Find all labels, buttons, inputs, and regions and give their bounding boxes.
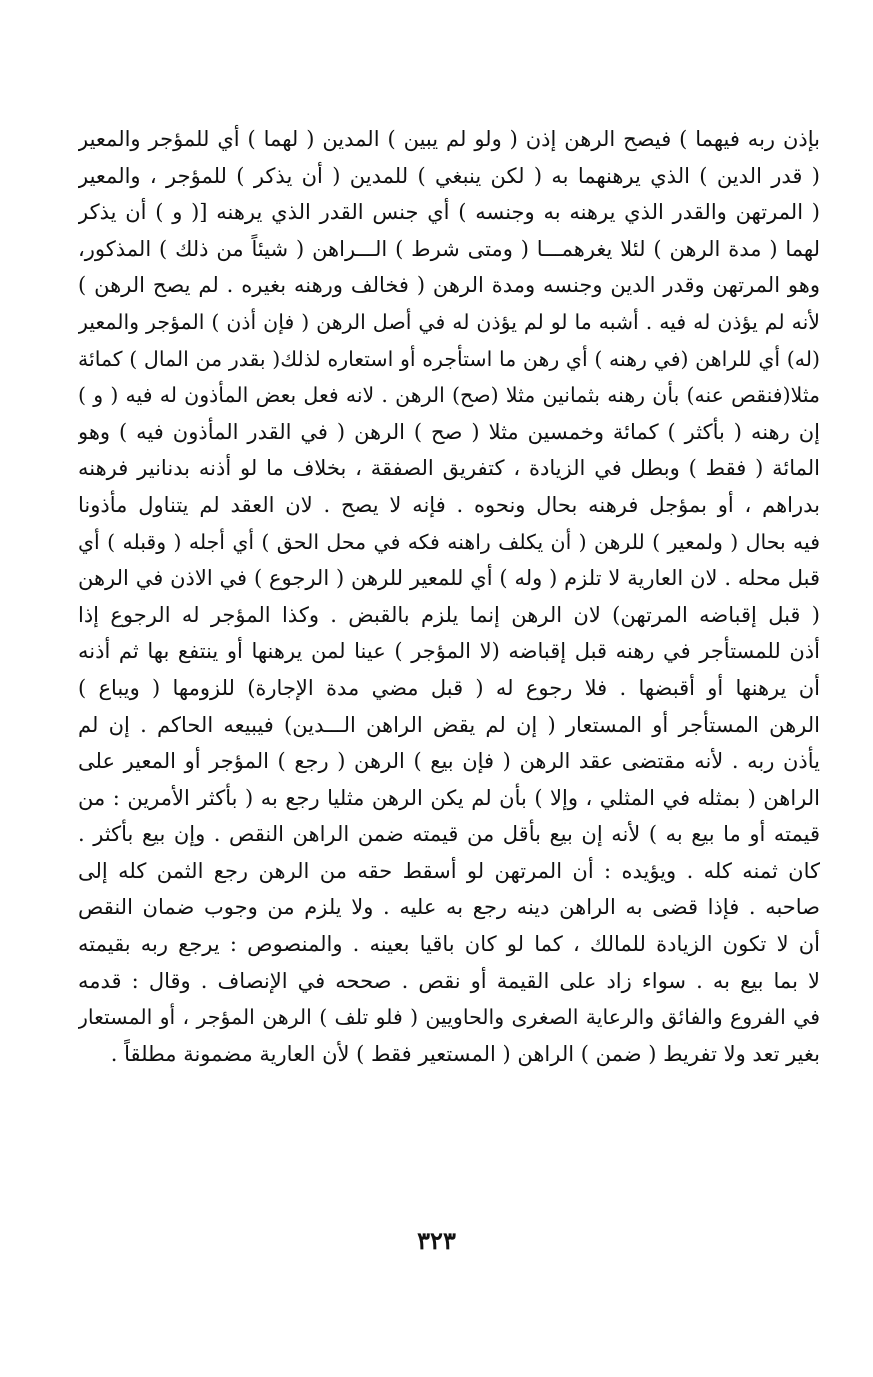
text-line: قبل محله . لان العارية لا تلزم ( وله ) أي للمعير للرهن ( الرجوع ) في الاذن في الرهن — [78, 566, 820, 591]
text-line: كان ثمنه كله . ويؤيده : أن المرتهن لو أسقط حقه من الرهن رجع الثمن كله إلى — [78, 858, 820, 883]
body-text — [78, 121, 820, 1072]
text-line: إن رهنه ( بأكثر ) كمائة وخمسين مثلا ( صح ) الرهن ( في القدر المأذون فيه ) وهو — [78, 419, 820, 444]
text-line: صاحبه . فإذا قضى به الراهن دينه رجع به عليه . ولا يلزم من وجوب ضمان النقص — [78, 895, 820, 920]
text-line: (له) أي للراهن (في رهنه ) أي رهن ما استأجره أو استعاره لذلك( بقدر من المال ) كمائة — [78, 346, 820, 371]
text-line: الراهن ( بمثله في المثلي ، وإلا ) بأن لم يكن الرهن مثليا رجع به ( بأكثر الأمرين : من — [78, 785, 820, 810]
text-line: أن يرهنها أو أقبضها . فلا رجوع له ( قبل مضي مدة الإجارة) للزومها ( ويباع ) — [78, 675, 820, 700]
text-line: فيه بحال ( ولمعير ) للرهن ( أن يكلف راهنه فكه في محل الحق ) أي أجله ( وقبله ) أي — [78, 529, 820, 554]
text-line: لأنه لم يؤذن له فيه . أشبه ما لو لم يؤذن له في أصل الرهن ( فإن أذن ) المؤجر والمعير — [78, 309, 820, 334]
text-line: ( قدر الدين ) الذي يرهنهما به ( لكن ينبغي ) للمدين ( أن يذكر ) للمؤجر ، والمعير — [78, 163, 820, 188]
text-line: بغير تعد ولا تفريط ( ضمن ) الراهن ( المستعير فقط ) لأن العارية مضمونة مطلقاً . — [110, 1041, 820, 1066]
text-line: أذن للمستأجر في رهنه قبل إقباضه (لا المؤجر ) عينا لمن يرهنها أو ينتفع بها ثم أذنه — [78, 639, 820, 664]
text-line: لا بما بيع به . سواء زاد على القيمة أو نقص . صححه في الإنصاف . وقال : قدمه — [78, 968, 820, 993]
text-line: لهما ( مدة الرهن ) لئلا يغرهمـــا ( ومتى شرط ) الـــراهن ( شيئاً من ذلك ) المذكور، — [78, 236, 820, 261]
text-line: يأذن ربه . لأنه مقتضى عقد الرهن ( فإن بيع ) الرهن ( رجع ) المؤجر أو المعير على — [78, 749, 820, 774]
text-line: ( قبل إقباضه المرتهن) لان الرهن إنما يلزم بالقبض . وكذا المؤجر له الرجوع إذا — [78, 602, 820, 627]
text-line: المائة ( فقط ) وبطل في الزيادة ، كتفريق الصفقة ، بخلاف ما لو أذنه بدنانير فرهنه — [78, 456, 820, 481]
text-line: في الفروع والفائق والرعاية الصغرى والحاويين ( فلو تلف ) الرهن المؤجر ، أو المستعار — [78, 1005, 820, 1030]
text-line: أن لا تكون الزيادة للمالك ، كما لو كان باقيا بعينه . والمنصوص : يرجع ربه بقيمته — [78, 932, 820, 957]
text-line: ( المرتهن والقدر الذي يرهنه به وجنسه ) أي جنس القدر الذي يرهنه [( و ) أن يذكر — [78, 200, 820, 225]
text-line: وهو المرتهن وقدر الدين وجنسه ومدة الرهن ( فخالف ورهنه بغيره . لم يصح الرهن ) — [78, 273, 820, 298]
text-line: قيمته أو ما بيع به ) لأنه إن بيع بأقل من قيمته ضمن الراهن النقص . وإن بيع بأكثر . — [78, 822, 820, 847]
page-number: ٣٢٣ — [417, 1226, 456, 1255]
text-line: بدراهم ، أو بمؤجل فرهنه بحال ونحوه . فإنه لا يصح . لان العقد لم يتناول مأذونا — [78, 492, 820, 517]
text-line: بإذن ربه فيهما ) فيصح الرهن إذن ( ولو لم يبين ) المدين ( لهما ) أي للمؤجر والمعير — [78, 127, 820, 151]
text-line: الرهن المستأجر أو المستعار ( إن لم يقض الراهن الـــدين) فيبيعه الحاكم . إن لم — [78, 712, 820, 737]
text-line: مثلا(فنقص عنه) بأن رهنه بثمانين مثلا (صح) الرهن . لانه فعل بعض المأذون له فيه ( و ) — [78, 383, 820, 408]
